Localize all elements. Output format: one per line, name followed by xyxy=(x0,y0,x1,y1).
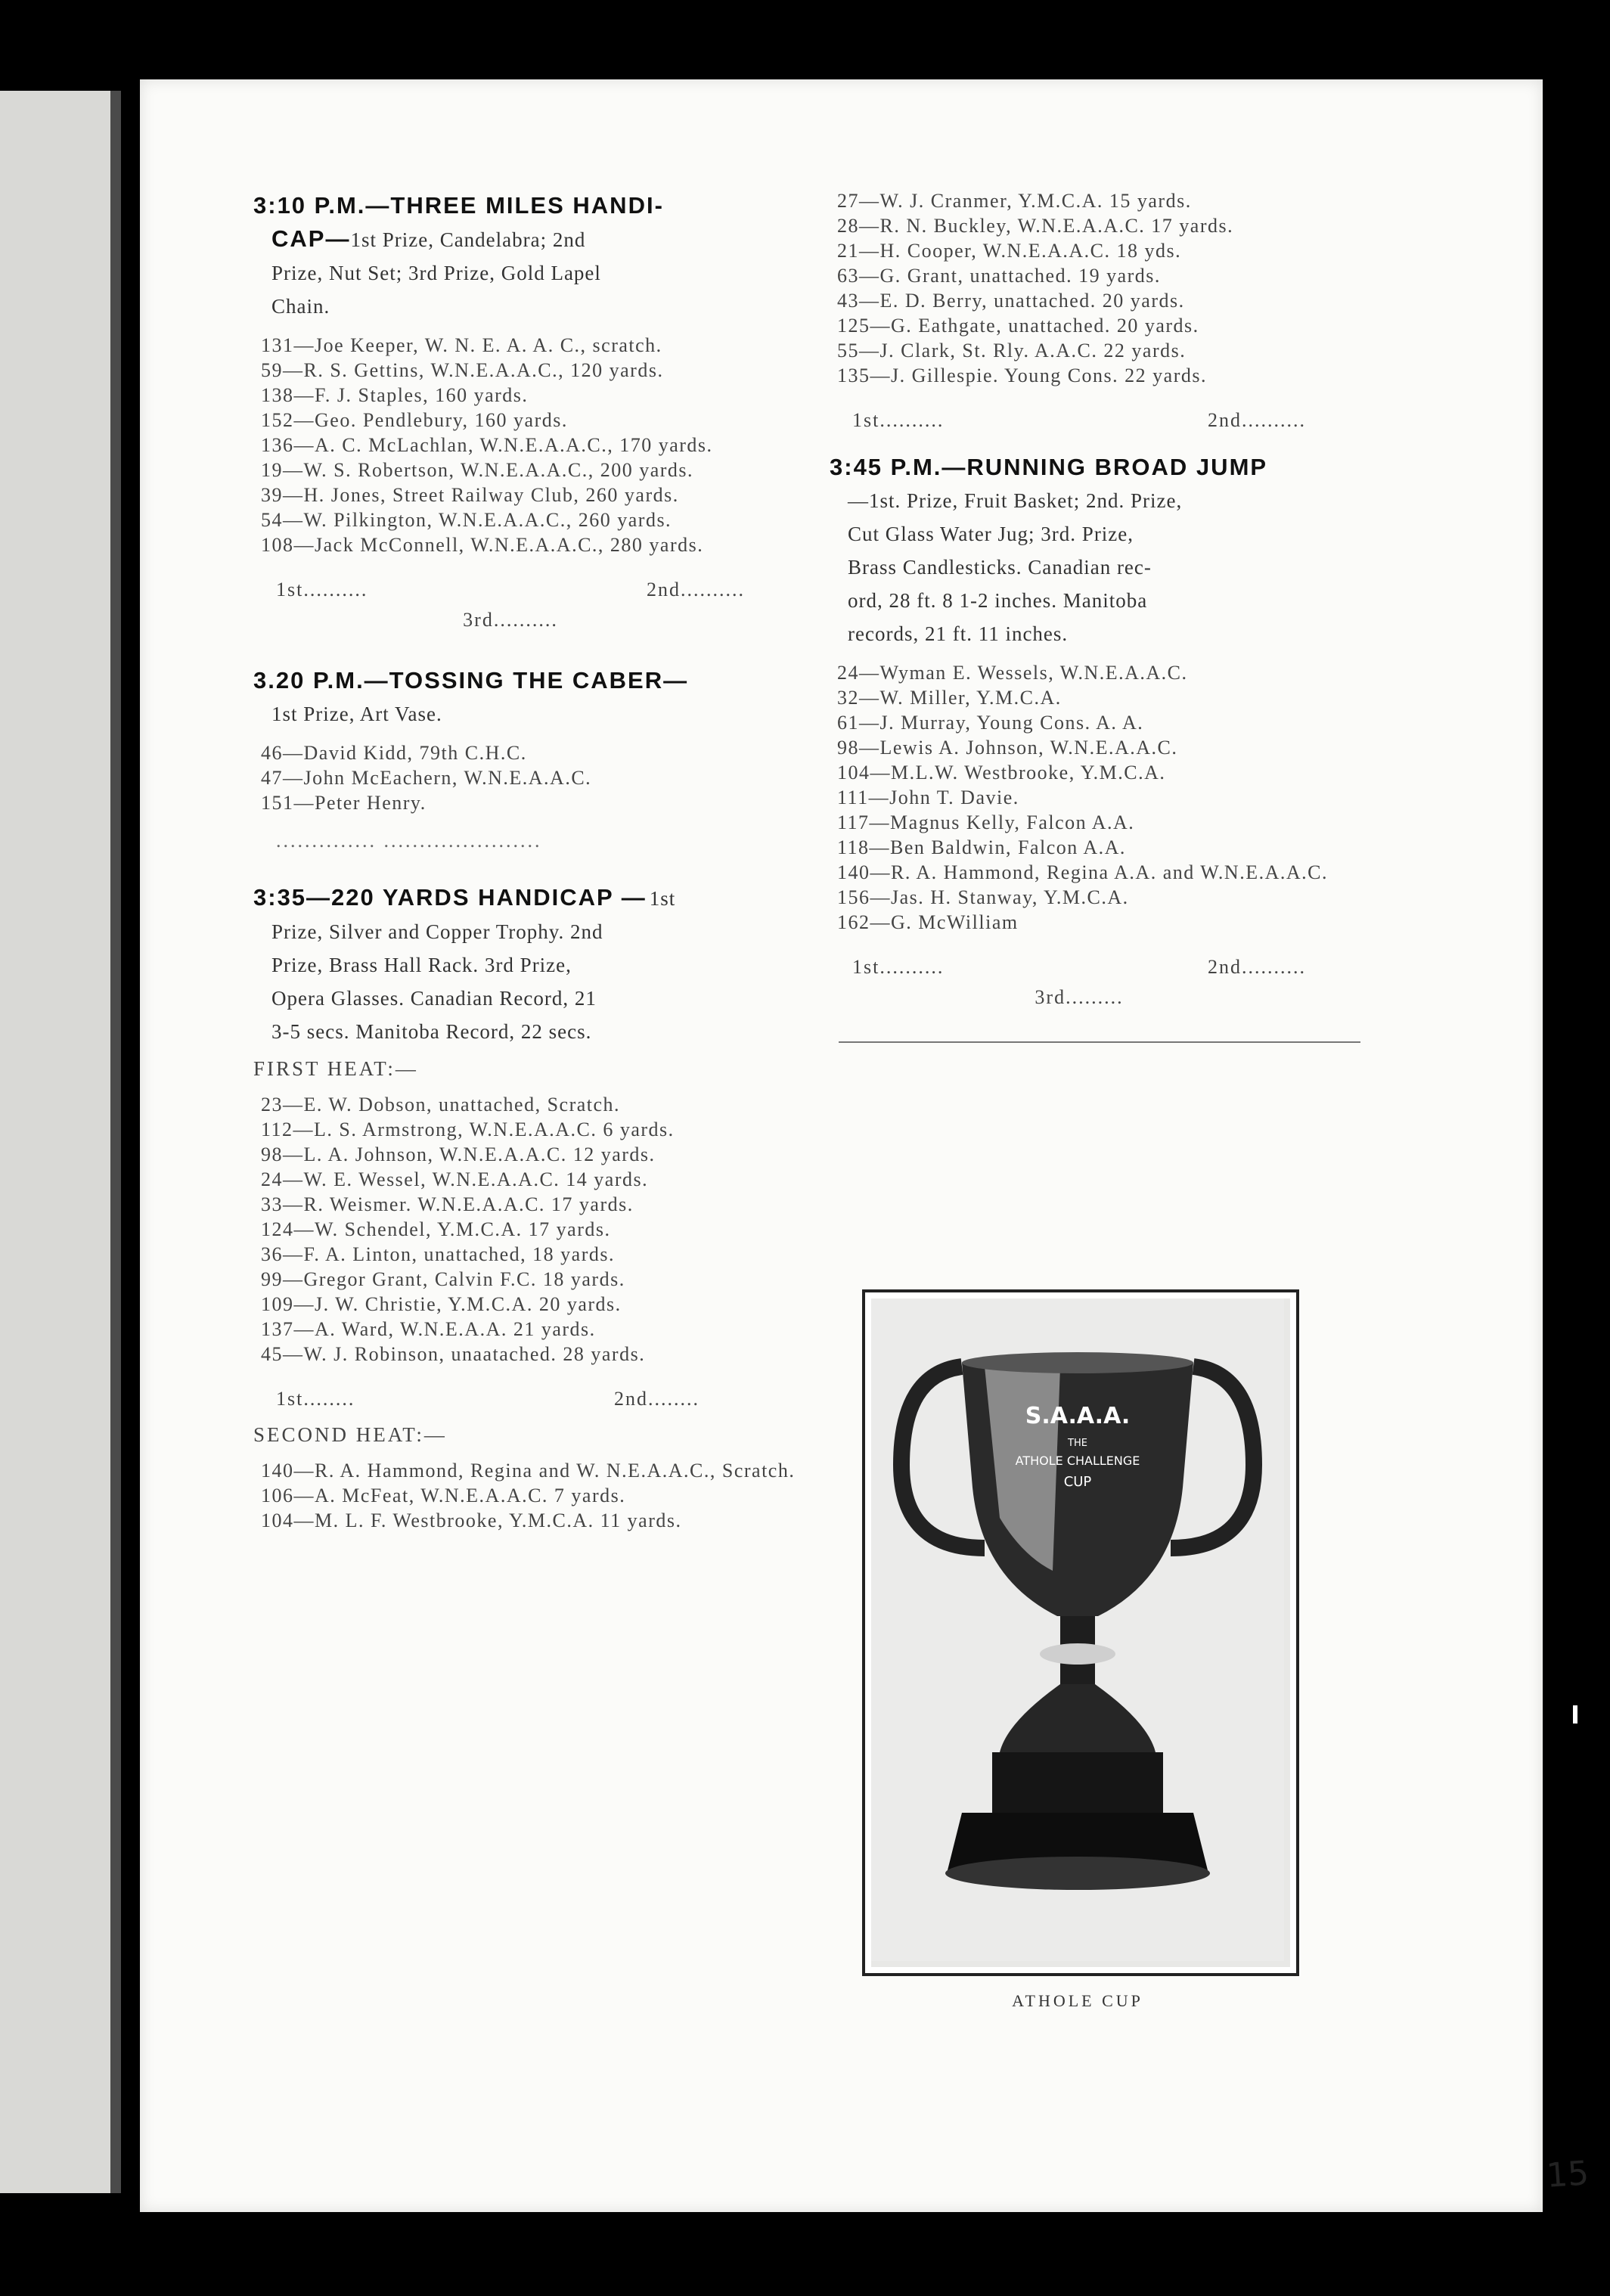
entry-name: A. C. McLachlan, W.N.E.A.A.C., 170 yards. xyxy=(315,434,713,456)
entry-number: 106 xyxy=(261,1485,294,1506)
entry: 124—W. Schendel, Y.M.C.A. 17 yards. xyxy=(261,1218,611,1240)
entry-name: Gregor Grant, Calvin F.C. 18 yards. xyxy=(303,1268,625,1290)
entry-number: 124 xyxy=(261,1218,294,1240)
entry-number: 118 xyxy=(837,836,870,858)
entry: 36—F. A. Linton, unattached, 18 yards. xyxy=(261,1243,615,1265)
entry: 27—W. J. Cranmer, Y.M.C.A. 15 yards. xyxy=(837,190,1192,212)
placings xyxy=(276,575,798,635)
engraving-line: THE xyxy=(1068,1438,1087,1449)
entry-name: L. A. Johnson, W.N.E.A.A.C. 12 yards. xyxy=(303,1143,656,1165)
entry-number: 109 xyxy=(261,1293,294,1315)
entry-name: E. W. Dobson, unattached, Scratch. xyxy=(303,1094,621,1115)
entry: 24—W. E. Wessel, W.N.E.A.A.C. 14 yards. xyxy=(261,1168,649,1190)
entry-number: 59 xyxy=(261,359,283,381)
entry: 54—W. Pilkington, W.N.E.A.A.C., 260 yards. xyxy=(261,509,672,531)
engraving-line: CUP xyxy=(1063,1474,1092,1490)
entry: 131—Joe Keeper, W. N. E. A. A. C., scratch. xyxy=(261,334,662,356)
entry-name: M. L. F. Westbrooke, Y.M.C.A. 11 yards. xyxy=(315,1509,682,1531)
entry: 23—E. W. Dobson, unattached, Scratch. xyxy=(261,1094,621,1115)
entry: 151—Peter Henry. xyxy=(261,792,427,814)
entry-number: 45 xyxy=(261,1343,283,1365)
entry: 33—R. Weismer. W.N.E.A.A.C. 17 yards. xyxy=(261,1193,634,1215)
entry: 111—John T. Davie. xyxy=(837,787,1019,808)
event-prizes: Prize, Brass Hall Rack. 3rd Prize, xyxy=(271,954,572,976)
entry: 98—L. A. Johnson, W.N.E.A.A.C. 12 yards. xyxy=(261,1143,656,1165)
event-prizes: Chain. xyxy=(271,295,330,318)
event-heading: 3:35—220 YARDS HANDICAP — xyxy=(253,884,647,911)
first-place: 1st.......... xyxy=(276,579,368,600)
entry: 112—L. S. Armstrong, W.N.E.A.A.C. 6 yards. xyxy=(261,1119,675,1140)
entry-name: Lewis A. Johnson, W.N.E.A.A.C. xyxy=(879,737,1178,759)
entry-name: G. Grant, unattached. 19 yards. xyxy=(879,265,1161,287)
program-page xyxy=(140,79,1590,2212)
entry-list xyxy=(253,1459,798,1532)
entry-name: F. J. Staples, 160 yards. xyxy=(315,384,529,406)
entry: 61—J. Murray, Young Cons. A. A. xyxy=(837,712,1144,734)
entry-name: F. A. Linton, unattached, 18 yards. xyxy=(303,1243,615,1265)
cup-illustration xyxy=(871,1298,1284,1961)
entry: 117—Magnus Kelly, Falcon A.A. xyxy=(837,811,1135,833)
entry: 136—A. C. McLachlan, W.N.E.A.A.C., 170 yards. xyxy=(261,434,713,456)
second-place: 2nd........ xyxy=(614,1388,700,1410)
entry: 138—F. J. Staples, 160 yards. xyxy=(261,384,529,406)
entry-list xyxy=(253,741,798,814)
entry-list xyxy=(253,1093,798,1366)
entry-name: Peter Henry. xyxy=(315,792,427,814)
entry: 99—Gregor Grant, Calvin F.C. 18 yards. xyxy=(261,1268,625,1290)
entry-number: 47 xyxy=(261,767,283,789)
event-prizes: ord, 28 ft. 8 1-2 inches. Manitoba xyxy=(848,589,1148,612)
first-place: 1st.......... xyxy=(852,956,945,978)
entry-number: 140 xyxy=(261,1460,294,1482)
entry-list xyxy=(830,661,1365,934)
entry-number: 152 xyxy=(261,409,294,431)
entry: 21—H. Cooper, W.N.E.A.A.C. 18 yds. xyxy=(837,240,1182,262)
event-prizes: 1st xyxy=(649,887,676,910)
page-gutter xyxy=(110,91,121,2193)
entry-name: A. Ward, W.N.E.A.A. 21 yards. xyxy=(315,1318,596,1340)
placings-dots: .............. ...................... xyxy=(276,830,542,852)
entry-name: Wyman E. Wessels, W.N.E.A.A.C. xyxy=(879,662,1188,684)
entry-name: R. Weismer. W.N.E.A.A.C. 17 yards. xyxy=(303,1193,634,1215)
event-prizes: Cut Glass Water Jug; 3rd. Prize, xyxy=(848,523,1134,545)
entry-number: 135 xyxy=(837,365,870,386)
engraving-line: ATHOLE CHALLENGE xyxy=(1015,1454,1140,1468)
entry-name: J. W. Christie, Y.M.C.A. 20 yards. xyxy=(315,1293,622,1315)
entry: 63—G. Grant, unattached. 19 yards. xyxy=(837,265,1161,287)
event-prizes: Brass Candlesticks. Canadian rec- xyxy=(848,556,1152,579)
entry-name: J. Gillespie. Young Cons. 22 yards. xyxy=(891,365,1207,386)
entry-number: 61 xyxy=(837,712,859,734)
event-prizes: 1st Prize, Candelabra; 2nd xyxy=(350,228,586,251)
third-place: 3rd.......... xyxy=(463,609,558,631)
entry-number: 125 xyxy=(837,315,870,337)
edge-mark xyxy=(1573,1705,1577,1724)
entry-number: 24 xyxy=(837,662,859,684)
entry-number: 63 xyxy=(837,265,859,287)
entry: 32—W. Miller, Y.M.C.A. xyxy=(837,687,1062,709)
event-prizes: Prize, Nut Set; 3rd Prize, Gold Lapel xyxy=(271,262,601,284)
athole-cup-photo xyxy=(862,1289,1299,1976)
event-tossing-caber xyxy=(253,664,798,852)
entry-number: 162 xyxy=(837,911,870,933)
entry: 55—J. Clark, St. Rly. A.A.C. 22 yards. xyxy=(837,340,1187,361)
heat-label: SECOND HEAT:— xyxy=(253,1423,447,1446)
entry: 109—J. W. Christie, Y.M.C.A. 20 yards. xyxy=(261,1293,622,1315)
left-column xyxy=(253,189,798,1561)
event-three-miles-handicap xyxy=(253,189,798,635)
entry-name: Magnus Kelly, Falcon A.A. xyxy=(890,811,1135,833)
entry: 104—M. L. F. Westbrooke, Y.M.C.A. 11 yards. xyxy=(261,1509,682,1531)
entry: 98—Lewis A. Johnson, W.N.E.A.A.C. xyxy=(837,737,1178,759)
entry-number: 27 xyxy=(837,190,859,212)
right-column xyxy=(830,189,1365,1088)
entry-number: 23 xyxy=(261,1094,283,1115)
event-heading: 3:45 P.M.—RUNNING BROAD JUMP xyxy=(830,454,1268,480)
event-prizes: 3-5 secs. Manitoba Record, 22 secs. xyxy=(271,1020,592,1043)
entry-number: 111 xyxy=(837,787,869,808)
placings xyxy=(852,952,1365,1013)
entry-name: W. Schendel, Y.M.C.A. 17 yards. xyxy=(315,1218,611,1240)
entry: 140—R. A. Hammond, Regina A.A. and W.N.E.A.A.C. xyxy=(837,861,1328,883)
entry-number: 112 xyxy=(261,1119,293,1140)
entry-name: R. A. Hammond, Regina and W. N.E.A.A.C., Scratch. xyxy=(315,1460,796,1482)
event-prizes: Prize, Silver and Copper Trophy. 2nd xyxy=(271,920,603,943)
facing-page-edge xyxy=(0,91,121,2193)
entry-name: Jack McConnell, W.N.E.A.A.C., 280 yards. xyxy=(315,534,704,556)
placings xyxy=(276,1384,798,1414)
entry-name: E. D. Berry, unattached. 20 yards. xyxy=(879,290,1185,312)
entry-number: 156 xyxy=(837,886,870,908)
entry-name: M.L.W. Westbrooke, Y.M.C.A. xyxy=(891,762,1166,783)
entry: 108—Jack McConnell, W.N.E.A.A.C., 280 yards. xyxy=(261,534,704,556)
entry-number: 43 xyxy=(837,290,859,312)
divider-rule xyxy=(839,1041,1360,1043)
entry-name: W. E. Wessel, W.N.E.A.A.C. 14 yards. xyxy=(303,1168,649,1190)
entry: 125—G. Eathgate, unattached. 20 yards. xyxy=(837,315,1199,337)
entry-name: W. Miller, Y.M.C.A. xyxy=(879,687,1062,709)
event-prizes: 1st Prize, Art Vase. xyxy=(271,703,442,725)
entry-number: 151 xyxy=(261,792,294,814)
entry-number: 138 xyxy=(261,384,294,406)
entry-number: 32 xyxy=(837,687,859,709)
entry: 118—Ben Baldwin, Falcon A.A. xyxy=(837,836,1126,858)
event-220-yards-handicap xyxy=(253,881,798,1532)
entry-number: 55 xyxy=(837,340,859,361)
entry-number: 36 xyxy=(261,1243,283,1265)
entry-list xyxy=(830,189,1365,387)
entry-name: David Kidd, 79th C.H.C. xyxy=(303,742,527,764)
entry: 24—Wyman E. Wessels, W.N.E.A.A.C. xyxy=(837,662,1188,684)
entry-number: 108 xyxy=(261,534,294,556)
entry-number: 98 xyxy=(261,1143,283,1165)
entry-number: 117 xyxy=(837,811,870,833)
entry-name: G. McWilliam xyxy=(891,911,1019,933)
entry-number: 137 xyxy=(261,1318,294,1340)
entry: 140—R. A. Hammond, Regina and W. N.E.A.A.C., Scratch. xyxy=(261,1460,796,1482)
entry-name: John McEachern, W.N.E.A.A.C. xyxy=(303,767,592,789)
entry-name: H. Cooper, W.N.E.A.A.C. 18 yds. xyxy=(879,240,1182,262)
entry-number: 24 xyxy=(261,1168,283,1190)
entry-name: Jas. H. Stanway, Y.M.C.A. xyxy=(891,886,1129,908)
entry: 162—G. McWilliam xyxy=(837,911,1019,933)
entry-name: Ben Baldwin, Falcon A.A. xyxy=(890,836,1126,858)
entry-number: 39 xyxy=(261,484,283,506)
entry-number: 19 xyxy=(261,459,283,481)
page-number: 15 xyxy=(1545,2154,1590,2195)
second-place: 2nd.......... xyxy=(1208,409,1306,431)
entry-name: W. Pilkington, W.N.E.A.A.C., 260 yards. xyxy=(303,509,672,531)
entry-number: 98 xyxy=(837,737,859,759)
event-heading: 3:10 P.M.—THREE MILES HANDI- xyxy=(253,192,664,219)
entry-name: R. S. Gettins, W.N.E.A.A.C., 120 yards. xyxy=(303,359,664,381)
entry-name: A. McFeat, W.N.E.A.A.C. 7 yards. xyxy=(315,1485,626,1506)
heat-label: FIRST HEAT:— xyxy=(253,1057,418,1080)
second-place: 2nd.......... xyxy=(647,579,745,600)
first-place: 1st.......... xyxy=(852,409,945,431)
event-running-broad-jump xyxy=(830,451,1365,1013)
engraving-line: S.A.A.A. xyxy=(1025,1403,1131,1429)
cup-caption: ATHOLE CUP xyxy=(1012,1991,1143,2010)
entry-number: 104 xyxy=(837,762,870,783)
entry-number: 140 xyxy=(837,861,870,883)
placings xyxy=(852,405,1365,436)
entry-name: J. Murray, Young Cons. A. A. xyxy=(879,712,1144,734)
entry-number: 21 xyxy=(837,240,859,262)
entry-number: 54 xyxy=(261,509,283,531)
entry: 137—A. Ward, W.N.E.A.A. 21 yards. xyxy=(261,1318,596,1340)
entry-name: W. S. Robertson, W.N.E.A.A.C., 200 yards. xyxy=(303,459,694,481)
event-prizes: —1st. Prize, Fruit Basket; 2nd. Prize, xyxy=(848,489,1183,512)
entry: 43—E. D. Berry, unattached. 20 yards. xyxy=(837,290,1185,312)
event-prizes: records, 21 ft. 11 inches. xyxy=(848,622,1069,645)
entry: 19—W. S. Robertson, W.N.E.A.A.C., 200 yards. xyxy=(261,459,694,481)
entry-name: H. Jones, Street Railway Club, 260 yards. xyxy=(303,484,679,506)
entry-name: L. S. Armstrong, W.N.E.A.A.C. 6 yards. xyxy=(314,1119,675,1140)
entry-name: Joe Keeper, W. N. E. A. A. C., scratch. xyxy=(315,334,662,356)
entry: 46—David Kidd, 79th C.H.C. xyxy=(261,742,527,764)
entry-list xyxy=(253,334,798,557)
third-place: 3rd......... xyxy=(1035,986,1124,1008)
entry: 59—R. S. Gettins, W.N.E.A.A.C., 120 yards. xyxy=(261,359,664,381)
entry-number: 46 xyxy=(261,742,283,764)
entry: 104—M.L.W. Westbrooke, Y.M.C.A. xyxy=(837,762,1166,783)
entry: 45—W. J. Robinson, unaatached. 28 yards. xyxy=(261,1343,646,1365)
entry-name: W. J. Cranmer, Y.M.C.A. 15 yards. xyxy=(879,190,1192,212)
entry-name: G. Eathgate, unattached. 20 yards. xyxy=(891,315,1199,337)
entry: 47—John McEachern, W.N.E.A.A.C. xyxy=(261,767,592,789)
entry: 152—Geo. Pendlebury, 160 yards. xyxy=(261,409,568,431)
entry: 106—A. McFeat, W.N.E.A.A.C. 7 yards. xyxy=(261,1485,626,1506)
entry-number: 99 xyxy=(261,1268,283,1290)
entry: 39—H. Jones, Street Railway Club, 260 yards. xyxy=(261,484,679,506)
entry: 135—J. Gillespie. Young Cons. 22 yards. xyxy=(837,365,1207,386)
event-heading-cont: CAP— xyxy=(271,225,351,252)
entry-name: John T. Davie. xyxy=(889,787,1019,808)
entry-number: 136 xyxy=(261,434,294,456)
entry-number: 104 xyxy=(261,1509,294,1531)
entry-name: R. N. Buckley, W.N.E.A.A.C. 17 yards. xyxy=(879,215,1234,237)
entry-name: W. J. Robinson, unaatached. 28 yards. xyxy=(303,1343,646,1365)
entry-number: 131 xyxy=(261,334,294,356)
second-place: 2nd.......... xyxy=(1208,956,1306,978)
first-place: 1st........ xyxy=(276,1388,355,1410)
entry: 28—R. N. Buckley, W.N.E.A.A.C. 17 yards. xyxy=(837,215,1234,237)
entry: 156—Jas. H. Stanway, Y.M.C.A. xyxy=(837,886,1129,908)
event-prizes: Opera Glasses. Canadian Record, 21 xyxy=(271,987,597,1010)
entry-number: 33 xyxy=(261,1193,283,1215)
photo-background xyxy=(871,1298,1290,1967)
event-heading: 3.20 P.M.—TOSSING THE CABER— xyxy=(253,667,689,693)
entry-name: J. Clark, St. Rly. A.A.C. 22 yards. xyxy=(879,340,1187,361)
entry-name: Geo. Pendlebury, 160 yards. xyxy=(315,409,568,431)
entry-name: R. A. Hammond, Regina A.A. and W.N.E.A.A.C. xyxy=(891,861,1328,883)
entry-number: 28 xyxy=(837,215,859,237)
